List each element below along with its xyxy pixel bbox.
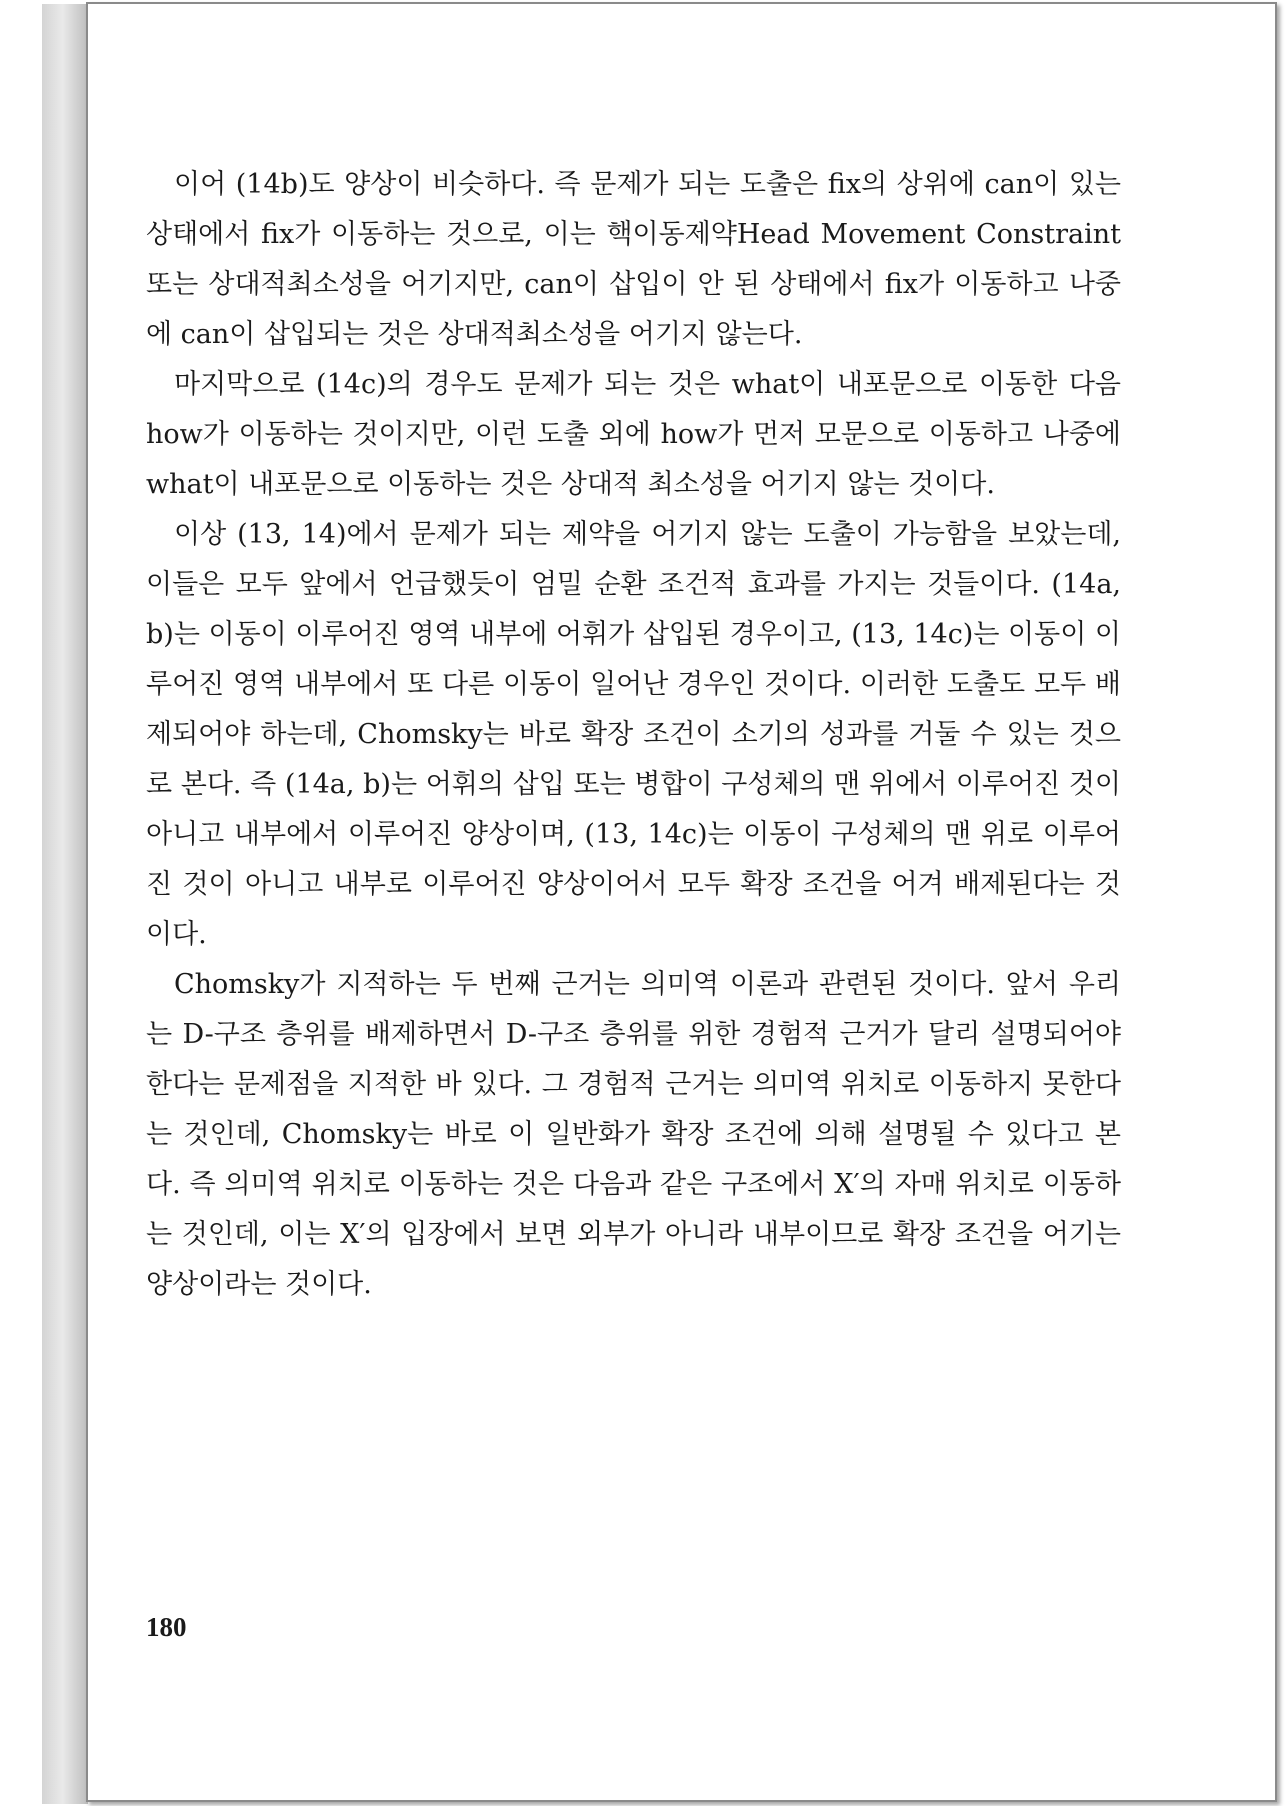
- paragraph-2: 마지막으로 (14c)의 경우도 문제가 되는 것은 what이 내포문으로 이동한 다음 how가 이동하는 것이지만, 이런 도출 외에 how가 먼저 모문으로 이동하고 나중에 what이 내포문으로 이동하는 것은 상대적 최소성을 어기지 않는 것이다.: [146, 369, 1121, 500]
- body-text: [146, 160, 1121, 1310]
- paragraph-4: Chomsky가 지적하는 두 번째 근거는 의미역 이론과 관련된 것이다. 앞서 우리는 D-구조 층위를 배제하면서 D-구조 층위를 위한 경험적 근거가 달리 설명되어야 한다는 문제점을 지적한 바 있다. 그 경험적 근거는 의미역 위치로 이동하지 못한다는 것인데, Chomsky는 바로 이 일반화가 확장 조건에 의해 설명될 수 있다고 본다. 즉 의미역 위치로 이동하는 것은 다음과 같은 구조에서 X′의 자매 위치로 이동하는 것인데, 이는 X′의 입장에서 보면 외부가 아니라 내부이므로 확장 조건을 어기는 양상이라는 것이다.: [146, 969, 1121, 1300]
- page-number: 180: [146, 1612, 187, 1642]
- book-spine-edge: [42, 4, 88, 1804]
- paragraph-3: 이상 (13, 14)에서 문제가 되는 제약을 어기지 않는 도출이 가능함을 보았는데, 이들은 모두 앞에서 언급했듯이 엄밀 순환 조건적 효과를 가지는 것들이다. (14a, b)는 이동이 이루어진 영역 내부에 어휘가 삽입된 경우이고, (13, 14c)는 이동이 이루어진 영역 내부에서 또 다른 이동이 일어난 경우인 것이다. 이러한 도출도 모두 배제되어야 하는데, Chomsky는 바로 확장 조건이 소기의 성과를 거둘 수 있는 것으로 본다. 즉 (14a, b)는 어휘의 삽입 또는 병합이 구성체의 맨 위에서 이루어진 것이 아니고 내부에서 이루어진 양상이며, (13, 14c)는 이동이 구성체의 맨 위로 이루어진 것이 아니고 내부로 이루어진 양상이어서 모두 확장 조건을 어겨 배제된다는 것이다.: [146, 519, 1121, 950]
- paragraph-1: 이어 (14b)도 양상이 비슷하다. 즉 문제가 되는 도출은 fix의 상위에 can이 있는 상태에서 fix가 이동하는 것으로, 이는 핵이동제약Head Movement Constraint 또는 상대적최소성을 어기지만, can이 삽입이 안 된 상태에서 fix가 이동하고 나중에 can이 삽입되는 것은 상대적최소성을 어기지 않는다.: [146, 169, 1121, 350]
